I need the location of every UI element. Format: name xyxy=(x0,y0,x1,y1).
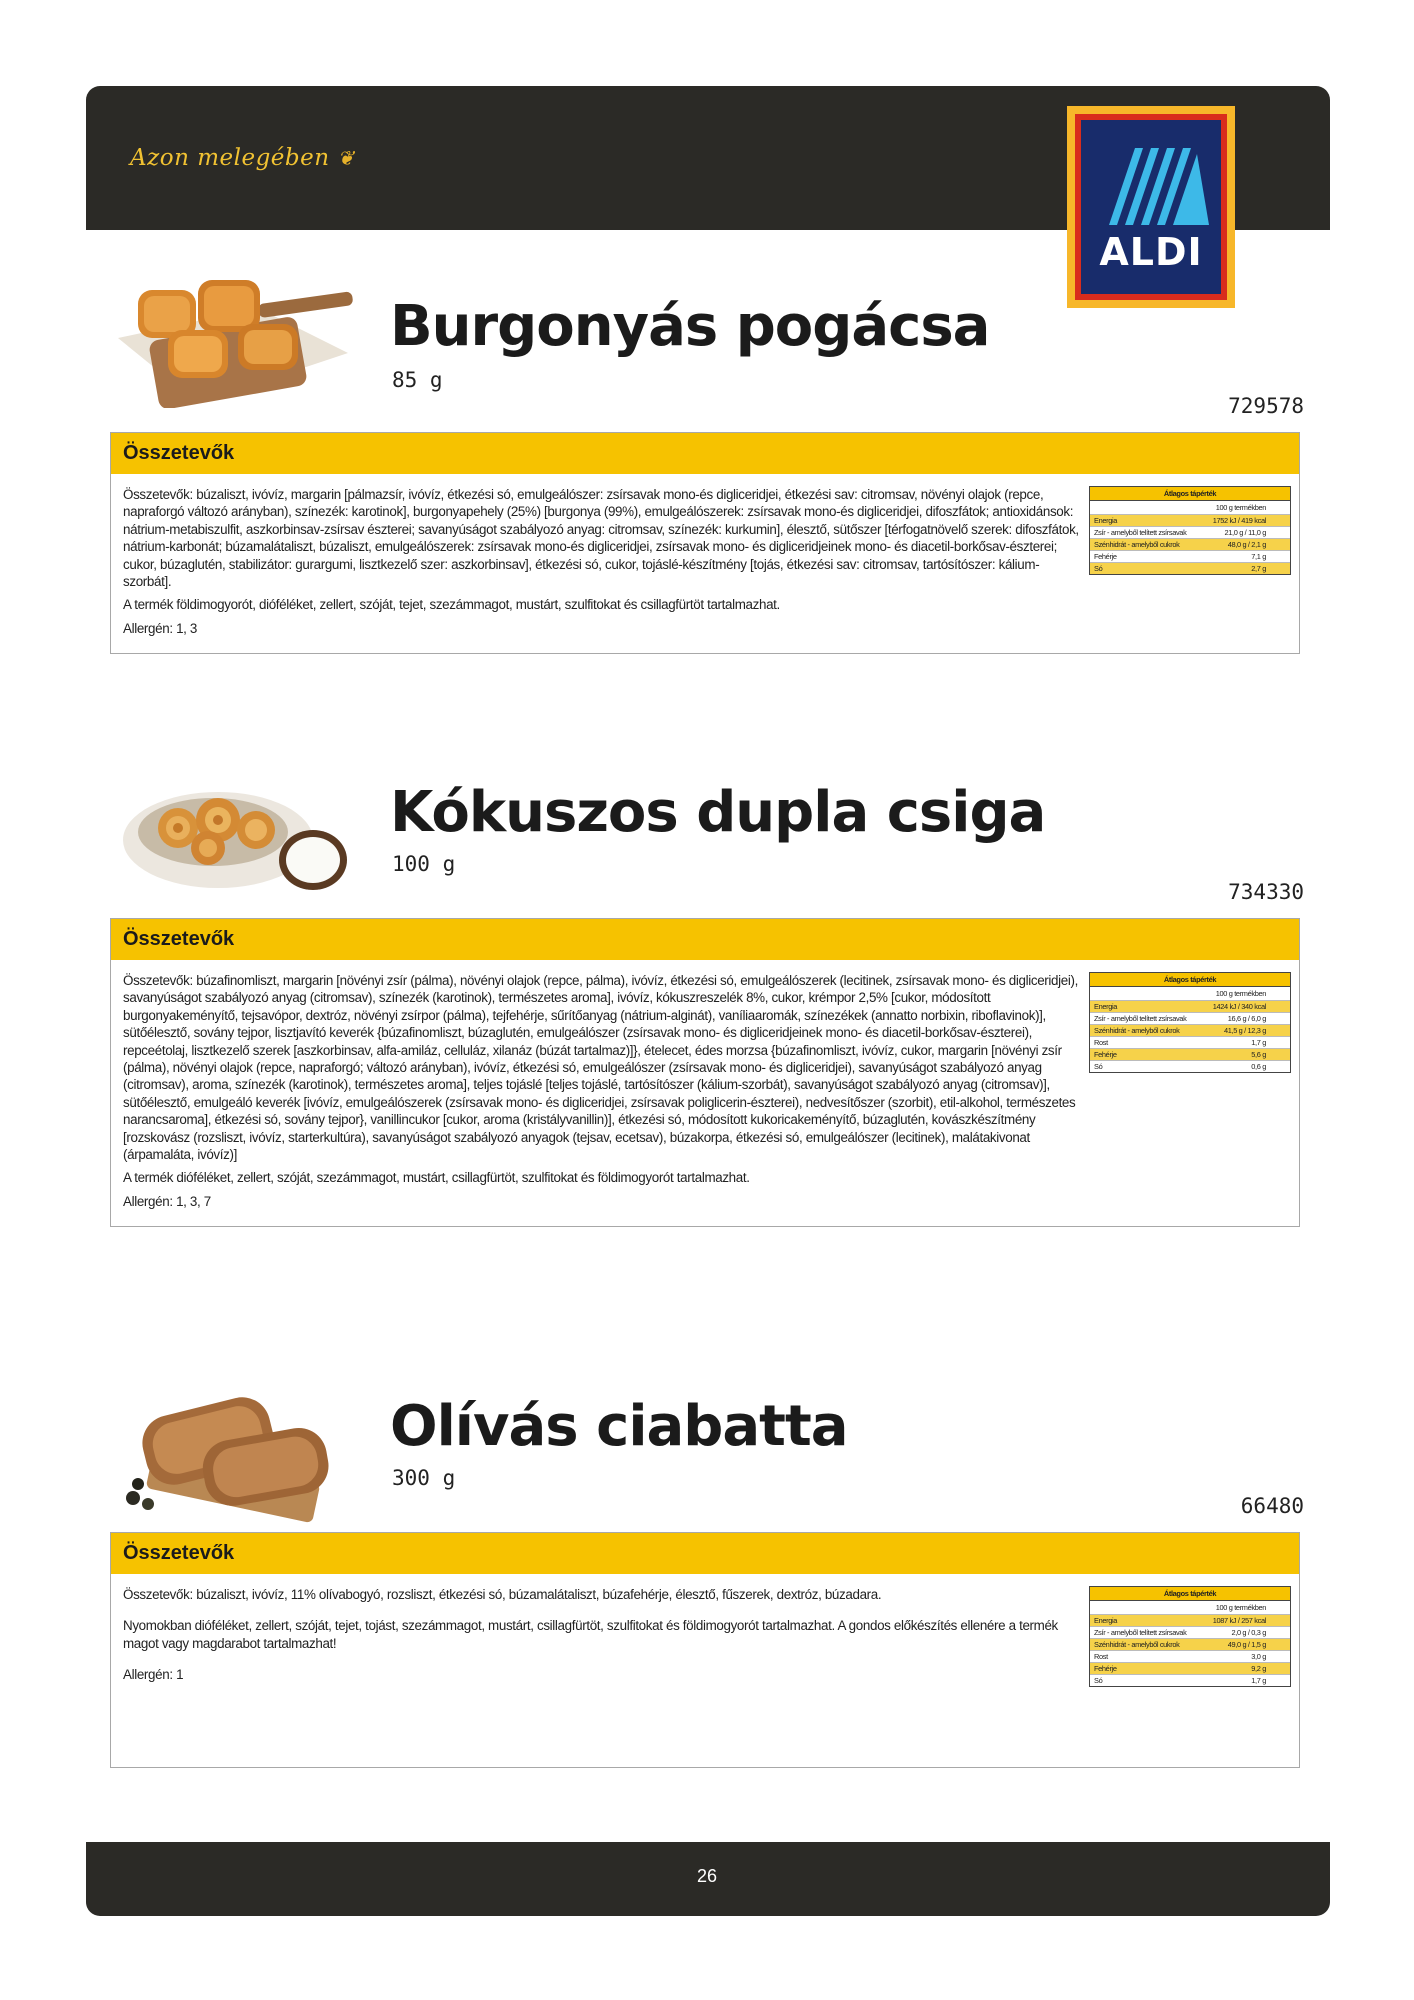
nutrition-row: Fehérje 9,2 g xyxy=(1090,1662,1290,1674)
nutrition-title: Átlagos tápérték xyxy=(1090,487,1290,501)
nutrition-title: Átlagos tápérték xyxy=(1090,1587,1290,1601)
traces-text: Nyomokban dióféléket, zellert, szóját, tejet, tojást, szezámmagot, mustárt, csillagfürtöt, szulfitokat és földimogyorót tartalmazhat. A gondos előkészítés ellenére a termék magot vagy magdarabot tartalmazhat! xyxy=(123,1618,1058,1651)
nutrition-row: Só 1,7 g xyxy=(1090,1674,1290,1686)
traces-text: A termék dióféléket, zellert, szóját, szezámmagot, mustárt, csillagfürtöt, szulfitokat és földimogyorót tartalmazhat. xyxy=(123,1170,750,1186)
ingredients-heading: Összetevők xyxy=(111,1533,1299,1574)
nutrition-row: Rost 1,7 g xyxy=(1090,1036,1290,1048)
nutrition-row: Zsír - amelyből telített zsírsavak 16,6 g / 6,0 g xyxy=(1090,1012,1290,1024)
product-image-ciabatta xyxy=(108,1386,358,1526)
ingredients-box xyxy=(110,1532,1300,1768)
nutrition-row: Rost 3,0 g xyxy=(1090,1650,1290,1662)
nutrition-row: Energia 1087 kJ / 257 kcal xyxy=(1090,1614,1290,1626)
nutrition-row: Szénhidrát - amelyből cukrok 41,5 g / 12,3 g xyxy=(1090,1024,1290,1036)
ingredients-box xyxy=(110,432,1300,654)
nutrition-table xyxy=(1089,972,1291,1073)
brand-tagline: Azon melegében ❦ xyxy=(130,145,355,171)
product-code: 66480 xyxy=(1240,1494,1304,1518)
nutrition-row: Fehérje 5,6 g xyxy=(1090,1048,1290,1060)
product-code: 729578 xyxy=(1228,394,1304,418)
product-image-csiga xyxy=(108,760,358,900)
ingredients-text: Összetevők: búzaliszt, ivóvíz, margarin [pálmazsír, ivóvíz, étkezési só, emulgeálószer: zsírsavak mono-és digliceridjei, étkezési sav: citromsav, növényi olajok (repce, napraforgó változó arányban), színezék: karotinok], burgonyapehely (25%) [burgonya (99%), emulgeálószerek: zsírsavak mono-és digliceridjei, difoszfátok; antioxidánsok: nátrium-metabiszulfit, aszkorbinsav-zsírsav észterei; savanyúságot szabályozó anyag: citromsav, színezék: kurkumin], élesztő, sütőszer [térfogatnövelő szerek: difoszfátok, nátrium-karbonát; búzamalátaliszt, búzaliszt, emulgeálószerek: zsírsavak mono-és digliceridjei, zsírsavak mono- és digliceridjeinek mono- és diacetil-borkősav-észterei; cukor, búzaglutén, stabilizátor: gurargumi, lisztkezelő szer: aszkorbinsav], étkezési só, cukor, tojáslé-készítmény [tojás, étkezési sav: citromsav, tartósítószer: kálium-szorbát]. xyxy=(123,487,1079,590)
aldi-logo xyxy=(1067,106,1235,308)
product-code: 734330 xyxy=(1228,880,1304,904)
nutrition-row: Fehérje 7,1 g xyxy=(1090,550,1290,562)
ingredients-heading: Összetevők xyxy=(111,919,1299,960)
nutrition-per: 100 g termékben xyxy=(1215,1603,1266,1612)
nutrition-per: 100 g termékben xyxy=(1215,503,1266,512)
traces-text: A termék földimogyorót, dióféléket, zellert, szóját, tejet, szezámmagot, mustárt, szulfitokat és csillagfürtöt tartalmazhat. xyxy=(123,597,780,613)
nutrition-row: Szénhidrát - amelyből cukrok 49,0 g / 1,5 g xyxy=(1090,1638,1290,1650)
nutrition-row: Zsír - amelyből telített zsírsavak 2,0 g / 0,3 g xyxy=(1090,1626,1290,1638)
nutrition-row: Energia 1752 kJ / 419 kcal xyxy=(1090,514,1290,526)
wheat-icon: ❦ xyxy=(337,146,355,170)
product-title: Kókuszos dupla csiga xyxy=(390,780,1046,845)
allergen-text: Allergén: 1, 3 xyxy=(123,620,198,636)
allergen-text: Allergén: 1 xyxy=(123,1667,184,1683)
ingredients-text: Összetevők: búzaliszt, ivóvíz, 11% olívabogyó, rozsliszt, étkezési só, búzamalátaliszt, búzafehérje, élesztő, fűszerek, dextróz, búzadara. xyxy=(123,1587,882,1602)
page-number: 26 xyxy=(696,1866,718,1886)
aldi-wordmark: ALDI xyxy=(1099,230,1203,274)
product-image-pogacsa xyxy=(108,268,358,408)
nutrition-row: Só 2,7 g xyxy=(1090,562,1290,574)
ingredients-heading: Összetevők xyxy=(111,433,1299,474)
nutrition-per: 100 g termékben xyxy=(1215,989,1266,998)
nutrition-table xyxy=(1089,1586,1291,1687)
product-weight: 85 g xyxy=(392,368,443,392)
nutrition-row: Energia 1424 kJ / 340 kcal xyxy=(1090,1000,1290,1012)
product-weight: 100 g xyxy=(392,852,456,876)
nutrition-title: Átlagos tápérték xyxy=(1090,973,1290,987)
aldi-stripes-icon xyxy=(1099,140,1215,230)
product-title: Olívás ciabatta xyxy=(390,1394,848,1459)
nutrition-row: Só 0,6 g xyxy=(1090,1060,1290,1072)
allergen-text: Allergén: 1, 3, 7 xyxy=(123,1193,211,1209)
product-title: Burgonyás pogácsa xyxy=(390,294,990,359)
product-weight: 300 g xyxy=(392,1466,456,1490)
nutrition-row: Zsír - amelyből telített zsírsavak 21,0 g / 11,0 g xyxy=(1090,526,1290,538)
ingredients-box xyxy=(110,918,1300,1227)
ingredients-text: Összetevők: búzafinomliszt, margarin [növényi zsír (pálma), növényi olajok (repce, pálma), ivóvíz, étkezési só, emulgeálószerek (lecitinek, zsírsavak mono- és digliceridjei), savanyúságot szabályozó anyag (citromsav), színezék (karotinok), természetes aroma], ivóvíz, kókuszreszelék 8%, cukor, krémpor 2,5% [cukor, módosított burgonyakeményítő, tejsavópor, dextróz, növényi zsírpor (pálma), tejfehérje, sűrítőanyag (nátrium-alginát), vaníliaaromák, színezékek (annatto norbixin, riboflavinok)], sütőélesztő, sovány tejpor, lisztjavító keverék {búzafinomliszt, búzaglutén, emulgeálószer (zsírsavak mono- és digliceridjeinek mono- és diacetil-borkősav-észterei), repceétolaj, lisztkezelő szerek [aszkorbinsav, alfa-amiláz, celluláz, xilanáz (búzát tartalmaz)]}, ételecet, édes morzsa {búzafinomliszt, ivóvíz, cukor, margarin [növényi zsír (pálma), növényi olajok (repce, napraforgó; változó arányban), ivóvíz, étkezési só, emulgeálószer (zsírsavak mono- és digliceridjei), savanyúságot szabályozó anyag (citromsav), aroma, színezék (karotinok), természetes aroma], teljes tojáslé [teljes tojáslé, tartósítószer (kálium-szorbát), savanyúságot szabályozó anyag (citromsav)], sütőélesztő, emulgeáló keverék [ivóvíz, emulgeálószerek (zsírsavak mono- és digliceridjei, zsírsavak poliglicerin-észterei), nedvesítőszer (szorbit), etil-alkohol, természetes narancsaroma], étkezési só, sovány tejpor}, vanillincukor [cukor, aroma (kristályvanillin)], étkezési só, módosított kukoricakeményítő, búzaglutén, kovászkészítmény [rozskovász (rozsliszt, ivóvíz, starterkultúra), savanyúságot szabályozó anyagok (tejsav, ecetsav), búzakorpa, étkezési só, emulgeálószer (lecitinek), malátakivonat (árpamaláta, ivóvíz)] xyxy=(123,973,1078,1163)
nutrition-row: Szénhidrát - amelyből cukrok 48,0 g / 2,1 g xyxy=(1090,538,1290,550)
nutrition-table xyxy=(1089,486,1291,575)
